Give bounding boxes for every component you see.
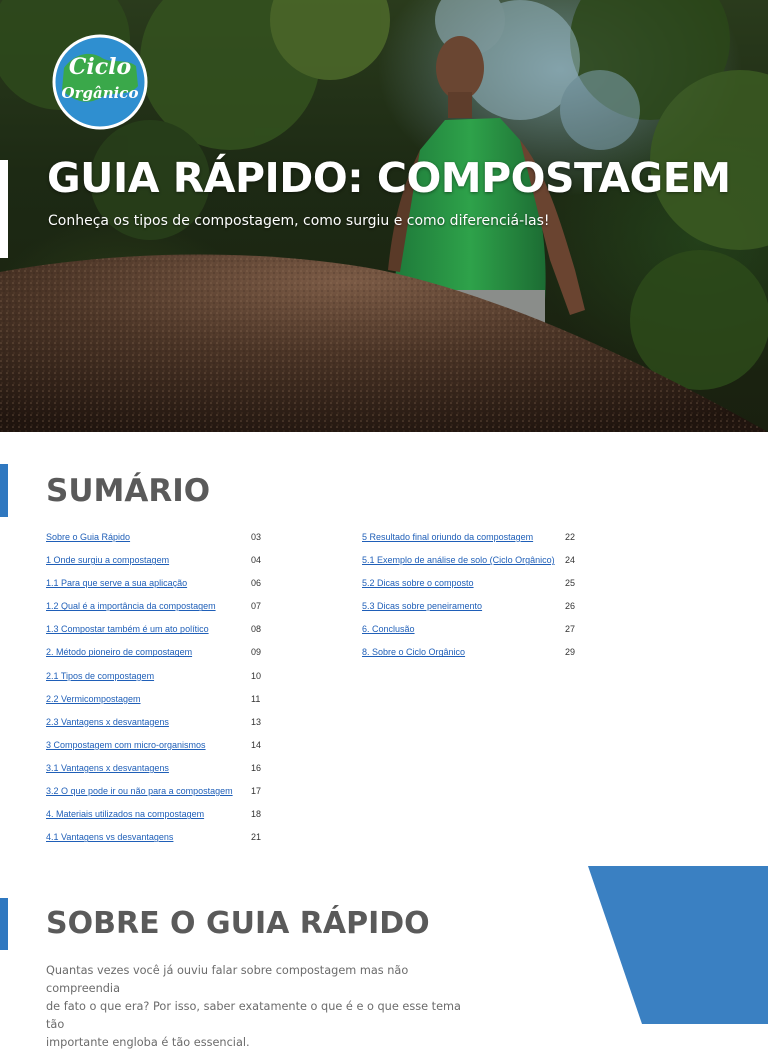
summary-title: SUMÁRIO xyxy=(46,473,211,509)
summary-page-number: 18 xyxy=(251,809,262,820)
about-line: Quantas vezes você já ouviu falar sobre compostagem mas não compreendia xyxy=(46,964,409,995)
summary-entry xyxy=(46,578,276,601)
summary-entry xyxy=(46,694,276,717)
summary-page-number: 03 xyxy=(251,532,262,542)
summary-entry xyxy=(46,809,276,832)
summary-entry xyxy=(46,624,276,647)
summary-page-number: 06 xyxy=(251,578,262,589)
summary-entry xyxy=(46,532,276,555)
summary-entry xyxy=(362,578,592,601)
summary-page-number: 04 xyxy=(251,555,262,566)
summary-entry xyxy=(362,601,592,624)
summary-link[interactable]: 8. Sobre o Ciclo Orgânico xyxy=(362,647,466,658)
summary-entry xyxy=(46,555,276,578)
summary-entry xyxy=(46,740,276,763)
summary-accent-bar xyxy=(0,464,8,517)
summary-entry xyxy=(46,763,276,786)
summary-link[interactable]: 4. Materiais utilizados na compostagem xyxy=(46,809,205,820)
summary-page-number: 24 xyxy=(565,555,576,566)
summary-link[interactable]: 3 Compostagem com micro-organismos xyxy=(46,739,206,750)
summary-link[interactable]: 2.1 Tipos de compostagem xyxy=(46,670,155,681)
summary-page-number: 22 xyxy=(565,532,576,542)
summary-link[interactable]: Sobre o Guia Rápido xyxy=(46,532,131,542)
summary-link[interactable]: 4.1 Vantagens vs desvantagens xyxy=(46,832,174,843)
summary-page-number: 07 xyxy=(251,601,262,612)
summary-link[interactable]: 1.1 Para que serve a sua aplicação xyxy=(46,578,188,589)
hero-subtitle: Conheça os tipos de compostagem, como surgiu e como diferenciá-las! xyxy=(48,213,550,229)
ciclo-organico-logo xyxy=(50,28,150,132)
summary-link[interactable]: 3.1 Vantagens x desvantagens xyxy=(46,762,169,773)
summary-link[interactable]: 5.2 Dicas sobre o composto xyxy=(362,578,474,589)
summary-link[interactable]: 2.3 Vantagens x desvantagens xyxy=(46,716,169,727)
summary-entry xyxy=(362,647,592,670)
about-line: de fato o que era? Por isso, saber exatamente o que é e o que esse tema tão xyxy=(46,1000,461,1031)
svg-text:Orgânico: Orgânico xyxy=(61,84,139,102)
hero-accent-bar xyxy=(0,160,8,258)
summary-page-number: 21 xyxy=(251,832,262,843)
summary-entry xyxy=(362,532,592,555)
summary-link[interactable]: 1 Onde surgiu a compostagem xyxy=(46,555,170,566)
summary-link[interactable]: 2.2 Vermicompostagem xyxy=(46,693,141,704)
summary-list-right xyxy=(362,532,592,671)
about-title: SOBRE O GUIA RÁPIDO xyxy=(46,906,430,941)
hero-title: GUIA RÁPIDO: COMPOSTAGEM xyxy=(47,154,731,202)
blue-corner-shape xyxy=(588,866,768,1024)
summary-list-left xyxy=(46,532,276,855)
summary-link[interactable]: 5.3 Dicas sobre peneiramento xyxy=(362,601,483,612)
summary-link[interactable]: 3.2 O que pode ir ou não para a compostagem xyxy=(46,786,233,797)
about-paragraph xyxy=(46,962,466,1052)
summary-page-number: 17 xyxy=(251,786,262,797)
hero-banner xyxy=(0,0,768,432)
summary-link[interactable]: 5.1 Exemplo de análise de solo (Ciclo Orgânico) xyxy=(362,555,555,566)
summary-page-number: 25 xyxy=(565,578,576,589)
summary-link[interactable]: 5 Resultado final oriundo da compostagem xyxy=(362,532,534,542)
summary-page-number: 16 xyxy=(251,762,262,773)
summary-entry xyxy=(46,671,276,694)
summary-page-number: 14 xyxy=(251,739,262,750)
summary-entry xyxy=(46,647,276,670)
summary-page-number: 09 xyxy=(251,647,262,658)
summary-page-number: 27 xyxy=(565,624,576,635)
about-line: importante engloba é tão essencial. xyxy=(46,1036,250,1049)
summary-entry xyxy=(46,717,276,740)
about-accent-bar xyxy=(0,898,8,950)
summary-page-number: 13 xyxy=(251,716,262,727)
summary-page-number: 29 xyxy=(565,647,576,658)
summary-entry xyxy=(362,624,592,647)
summary-entry xyxy=(46,786,276,809)
summary-link[interactable]: 6. Conclusão xyxy=(362,624,415,635)
summary-page-number: 08 xyxy=(251,624,262,635)
summary-entry xyxy=(46,832,276,855)
summary-page-number: 26 xyxy=(565,601,576,612)
summary-entry xyxy=(362,555,592,578)
svg-text:Ciclo: Ciclo xyxy=(68,54,132,80)
summary-page-number: 10 xyxy=(251,670,262,681)
summary-link[interactable]: 1.3 Compostar também é um ato político xyxy=(46,624,209,635)
summary-link[interactable]: 2. Método pioneiro de compostagem xyxy=(46,647,193,658)
summary-link[interactable]: 1.2 Qual é a importância da compostagem xyxy=(46,601,216,612)
summary-page-number: 11 xyxy=(251,693,261,704)
summary-entry xyxy=(46,601,276,624)
